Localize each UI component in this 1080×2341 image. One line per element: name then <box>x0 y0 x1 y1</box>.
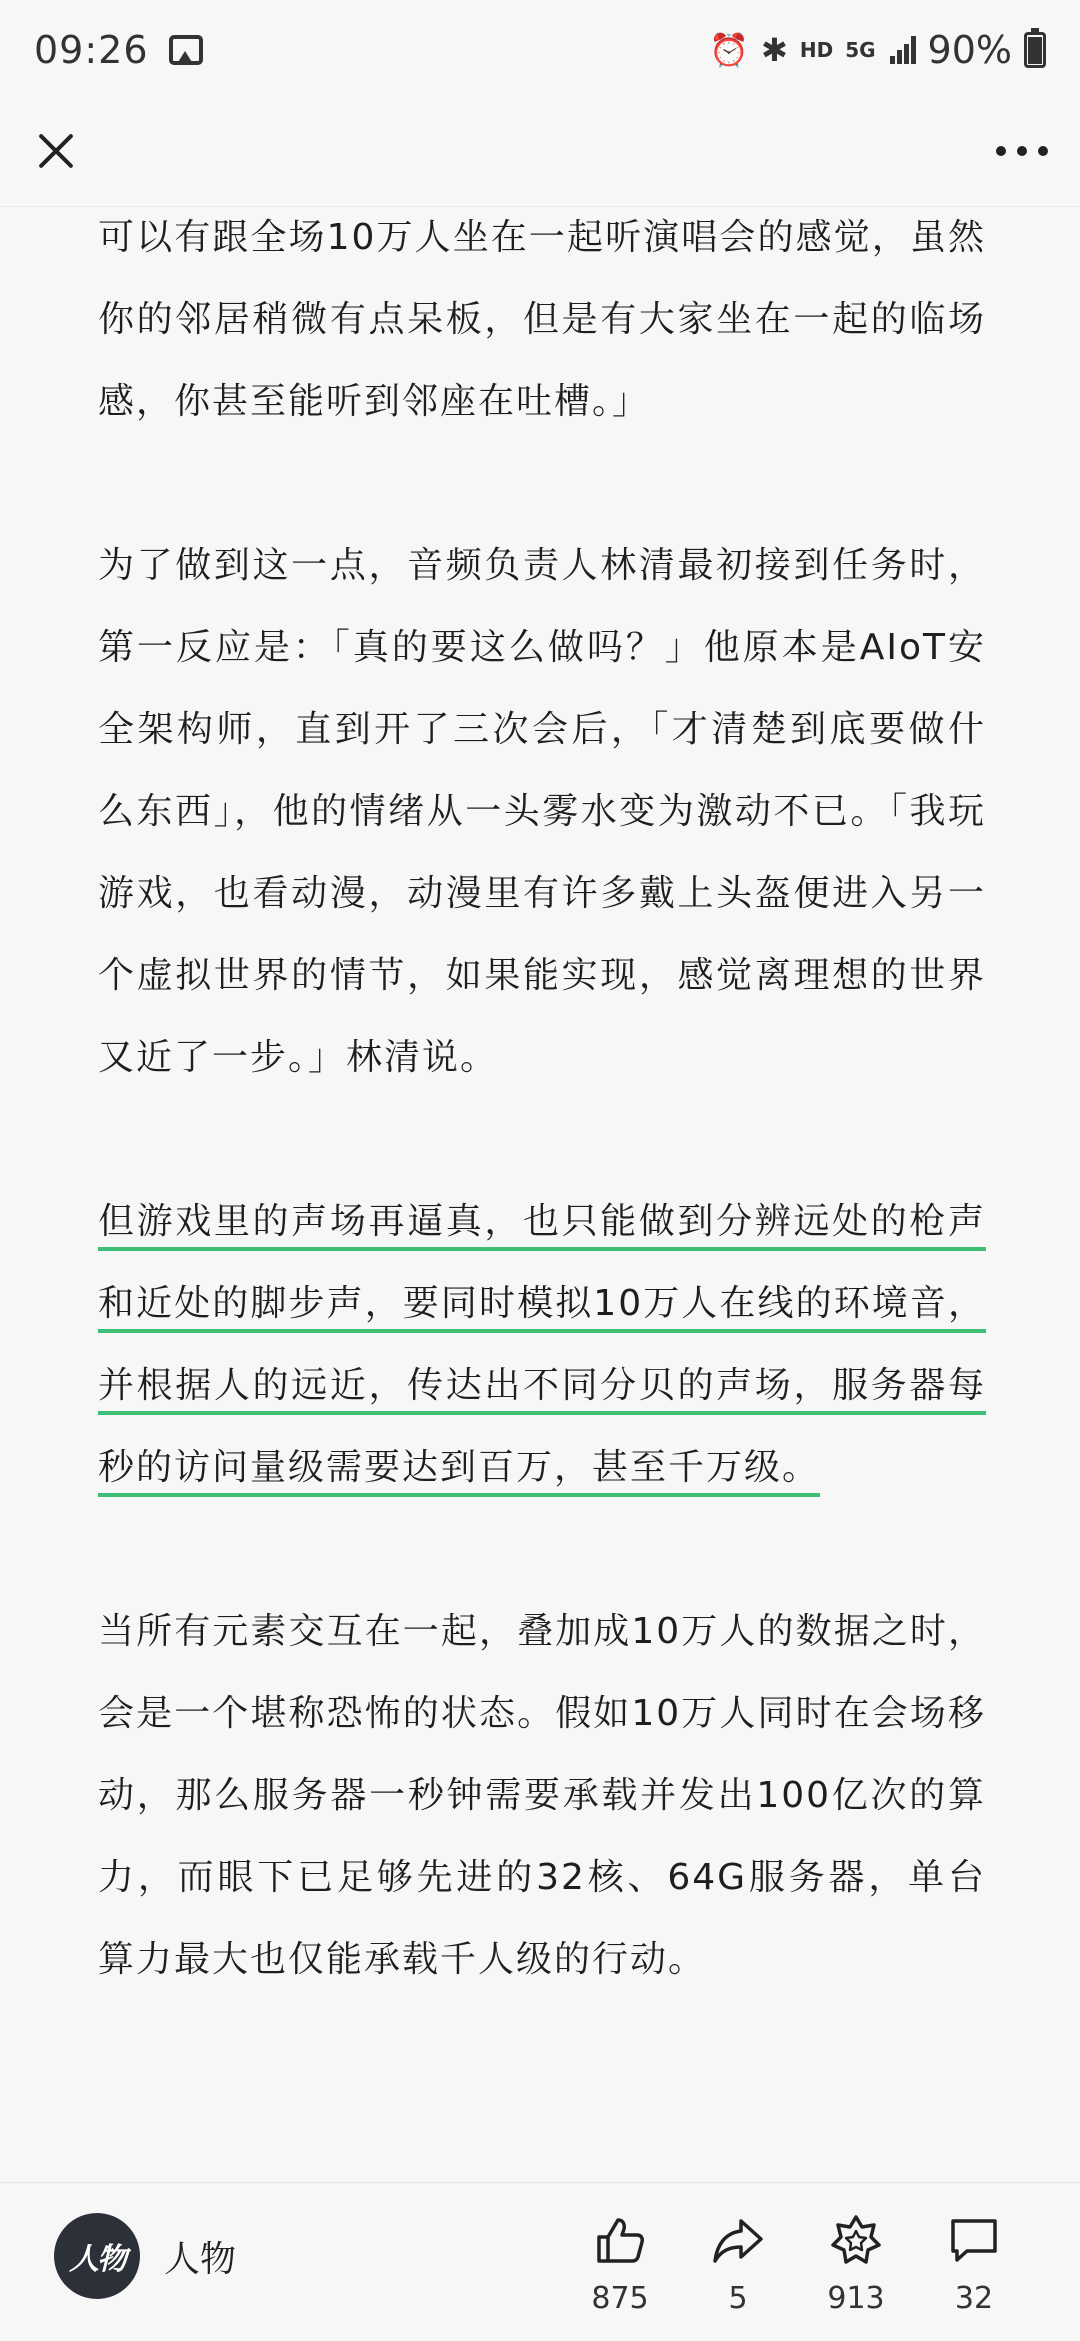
article-paragraph: 为了做到这一点，音频负责人林清最初接到任务时，第一反应是：「真的要这么做吗？」他原本是AIoT安全架构师，直到开了三次会后，「才清楚到底要做什么东西」，他的情绪从一头雾水变为激动不已。「我玩游戏，也看动漫，动漫里有许多戴上头盔便进入另一个虚拟世界的情节，如果能实现，感觉离理想的世界又近了一步。」林清说。 <box>98 545 986 1078</box>
signal-icon <box>888 36 916 64</box>
article-paragraph: 当所有元素交互在一起，叠加成10万人的数据之时，会是一个堪称恐怖的状态。假如10万人同时在会场移动，那么服务器一秒钟需要承载并发出100亿次的算力，而眼下已足够先进的32核、64G服务器，单台算力最大也仅能承载千人级的行动。 <box>98 1611 986 1980</box>
status-left <box>34 28 203 72</box>
avatar[interactable]: 人物 <box>54 2213 140 2299</box>
status-right <box>697 28 1046 72</box>
comment-icon <box>947 2213 1001 2267</box>
gallery-icon <box>169 35 203 65</box>
status-time: 09:26 <box>34 28 149 72</box>
star-count: 913 <box>827 2281 885 2316</box>
article-paragraph-highlighted[interactable] <box>98 1181 986 1509</box>
bottom-action-bar <box>0 2182 1080 2341</box>
thumbs-up-icon <box>593 2213 647 2267</box>
comment-button[interactable] <box>929 2213 1019 2316</box>
star-badge-icon <box>829 2213 883 2267</box>
battery-icon <box>1024 32 1046 68</box>
close-icon[interactable] <box>30 126 80 176</box>
alarm-icon: ⏰ <box>709 31 750 69</box>
hd-indicator: HD <box>799 38 834 62</box>
status-bar <box>0 0 1080 100</box>
author-info[interactable] <box>54 2213 236 2299</box>
battery-fill <box>1028 37 1042 64</box>
share-count: 5 <box>728 2281 748 2316</box>
battery-percent: 90% <box>927 28 1012 72</box>
highlighted-text[interactable]: 但游戏里的声场再逼真，也只能做到分辨远处的枪声和近处的脚步声，要同时模拟10万人在线的环境音，并根据人的远近，传达出不同分贝的声场，服务器每秒的访问量级需要达到百万，甚至千万级。 <box>98 1201 986 1488</box>
bluetooth-icon: ✱ <box>761 31 788 69</box>
more-icon[interactable] <box>996 136 1048 166</box>
like-button[interactable] <box>575 2213 665 2316</box>
star-button[interactable] <box>811 2213 901 2316</box>
comment-count: 32 <box>954 2281 994 2316</box>
share-button[interactable] <box>693 2213 783 2316</box>
share-icon <box>711 2213 765 2267</box>
author-name[interactable]: 人物 <box>164 2238 237 2280</box>
nav-bar <box>0 100 1080 207</box>
article-body <box>98 190 986 2083</box>
network-type: 5G <box>845 38 876 62</box>
like-count: 875 <box>591 2281 649 2316</box>
article-paragraph: 可以有跟全场10万人坐在一起听演唱会的感觉，虽然你的邻居稍微有点呆板，但是有大家坐在一起的临场感，你甚至能听到邻座在吐槽。」 <box>98 217 986 422</box>
